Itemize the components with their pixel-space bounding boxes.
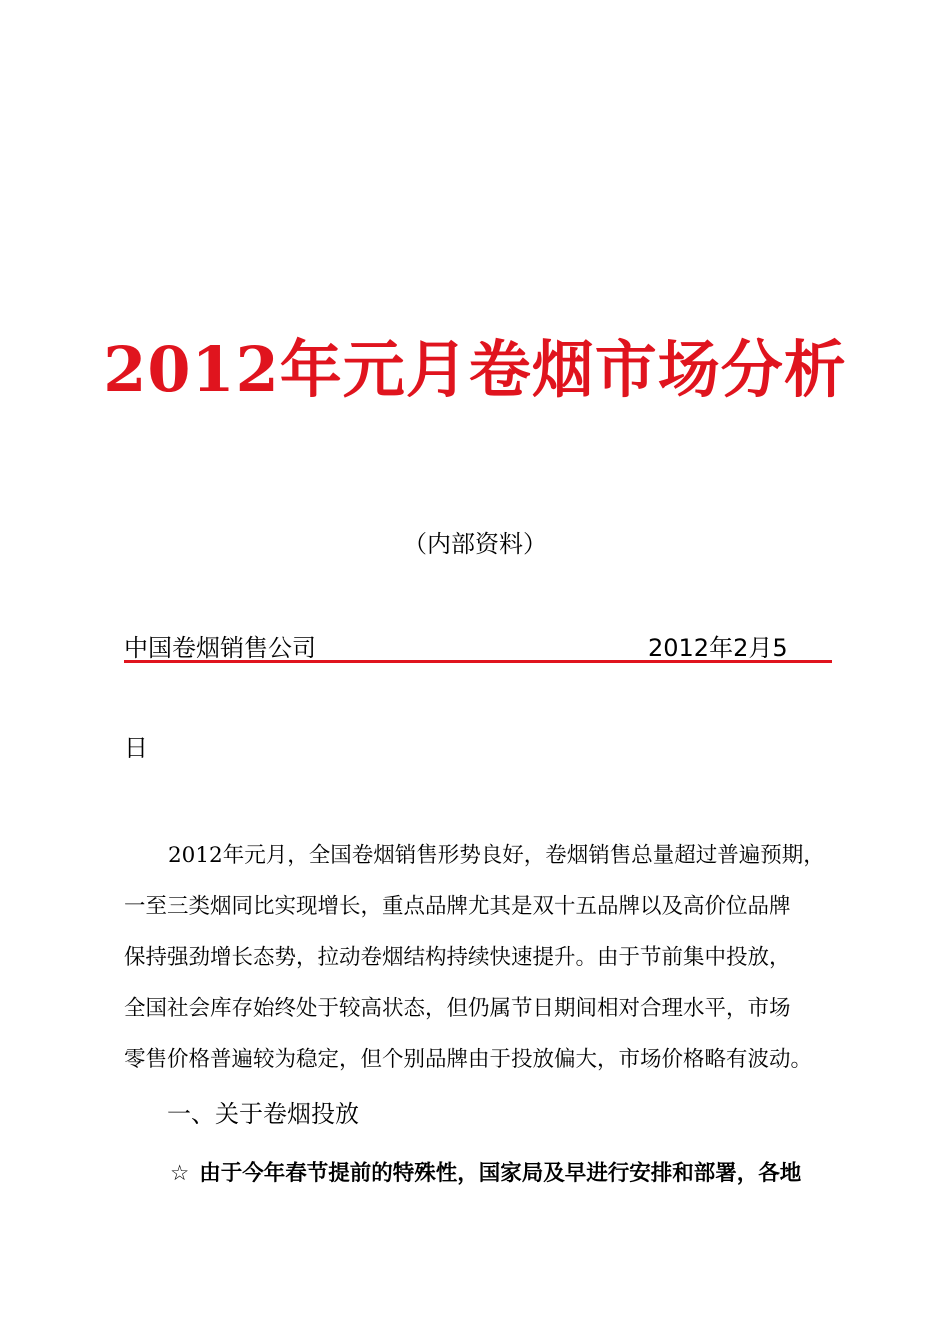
paragraph-line: 2012年元月，全国卷烟销售形势良好，卷烟销售总量超过普遍预期， bbox=[168, 843, 825, 868]
section-heading: 一、关于卷烟投放 bbox=[167, 1100, 359, 1128]
star-icon: ☆ bbox=[170, 1161, 190, 1186]
bullet-text: 由于今年春节提前的特殊性，国家局及早进行安排和部署，各地 bbox=[199, 1161, 802, 1186]
paragraph-line: 保持强劲增长态势，拉动卷烟结构持续快速提升。由于节前集中投放， bbox=[124, 945, 791, 970]
document-title: 2012年元月卷烟市场分析 bbox=[103, 333, 847, 406]
paragraph-line: 零售价格普遍较为稳定，但个别品牌由于投放偏大，市场价格略有波动。 bbox=[124, 1047, 813, 1072]
paragraph-line: 一至三类烟同比实现增长，重点品牌尤其是双十五品牌以及高价位品牌 bbox=[124, 894, 791, 919]
bullet-item bbox=[170, 1156, 801, 1187]
document-subtitle: （内部资料） bbox=[403, 530, 547, 558]
paragraph-line: 全国社会库存始终处于较高状态，但仍属节日期间相对合理水平，市场 bbox=[124, 996, 791, 1021]
issuer-name: 中国卷烟销售公司 bbox=[124, 634, 316, 662]
issuer-date-line bbox=[124, 628, 832, 663]
issue-date-suffix: 日 bbox=[124, 734, 148, 762]
issue-date: 2012年2月5 bbox=[648, 634, 788, 662]
intro-paragraph bbox=[124, 830, 834, 1085]
